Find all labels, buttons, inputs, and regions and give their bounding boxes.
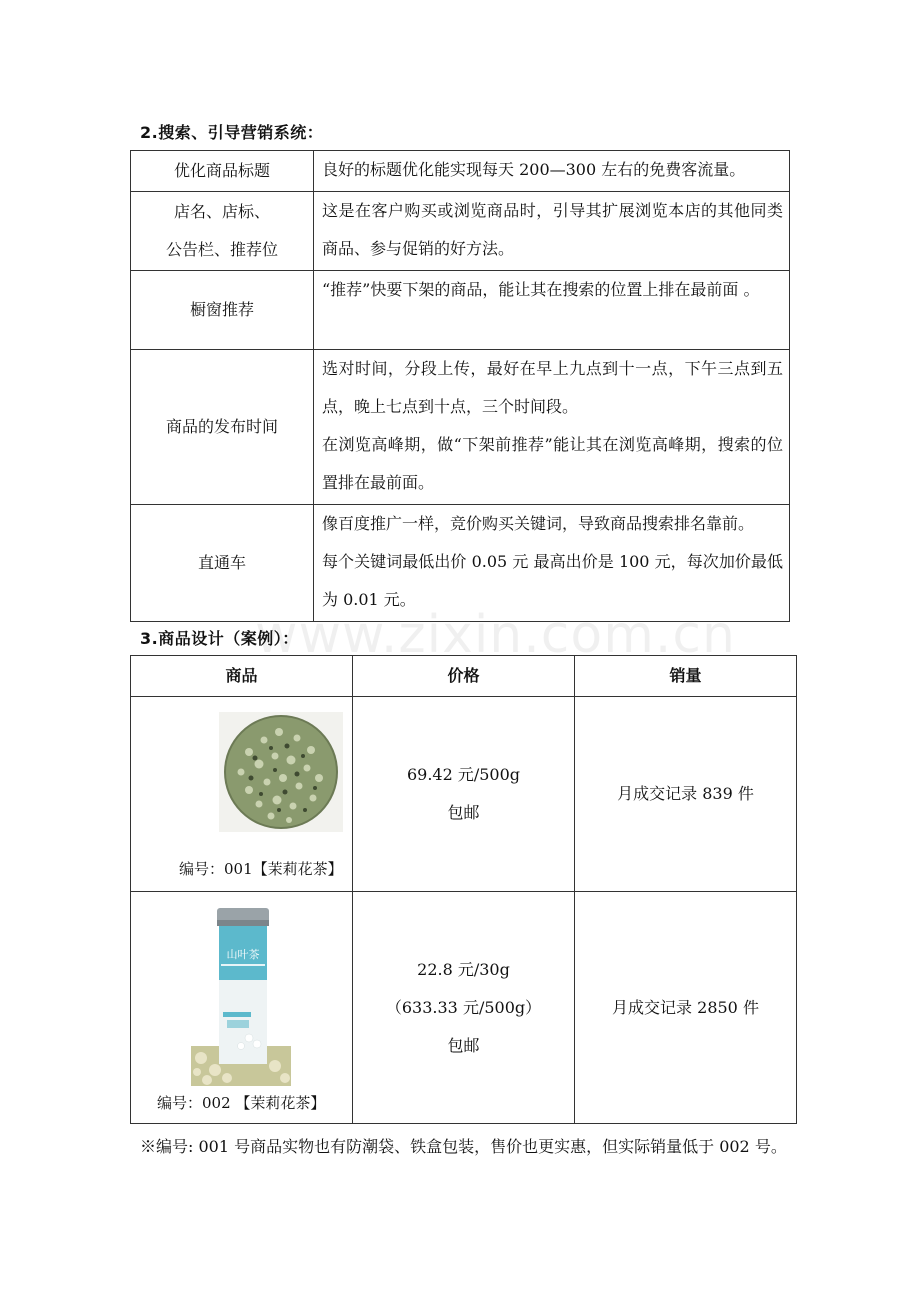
price-cell (353, 892, 575, 1124)
row-key: 商品的发布时间 (131, 350, 314, 505)
row-value (314, 350, 790, 505)
loose-leaf-tea-image (219, 712, 343, 832)
row-key: 橱窗推荐 (131, 271, 314, 350)
price-line: 22.8 元/30g (417, 959, 510, 979)
column-header-product: 商品 (131, 656, 353, 697)
row-key: 直通车 (131, 505, 314, 622)
shipping-line: 包邮 (447, 803, 480, 822)
unit-price-line: （633.33 元/500g） (385, 997, 542, 1017)
row-key: 优化商品标题 (131, 151, 314, 192)
row-key (131, 192, 314, 271)
row-value: “推荐”快要下架的商品，能让其在搜索的位置上排在最前面 。 (314, 271, 790, 350)
table-row (131, 271, 790, 350)
row-key-line: 店名、店标、 (173, 202, 270, 221)
section3-heading: 3.商品设计（案例）： (140, 629, 299, 648)
sales-cell: 月成交记录 839 件 (575, 697, 797, 892)
product-design-table (130, 655, 797, 1124)
product-caption: 编号：001【茉莉花茶】 (179, 860, 343, 878)
table-row (131, 505, 790, 622)
product-cell (131, 697, 353, 892)
product-caption: 编号：002 【茉莉花茶】 (157, 1094, 326, 1112)
sales-cell: 月成交记录 2850 件 (575, 892, 797, 1124)
footnote: ※编号: 001 号商品实物也有防潮袋、铁盒包装，售价也更实惠，但实际销量低于 002 号。 (140, 1137, 787, 1156)
row-value (314, 505, 790, 622)
price-cell (353, 697, 575, 892)
row-key-line: 公告栏、推荐位 (165, 240, 278, 259)
row-value: 这是在客户购买或浏览商品时，引导其扩展浏览本店的其他同类商品、参与促销的好方法。 (314, 192, 790, 271)
product-cell (131, 892, 353, 1124)
row-value: 良好的标题优化能实现每天 200—300 左右的免费客流量。 (314, 151, 790, 192)
watermark: www.zixin.com.cn (255, 605, 736, 665)
table-row (131, 892, 797, 1124)
table-row (131, 697, 797, 892)
table-header-row (131, 656, 797, 697)
table-row (131, 151, 790, 192)
shipping-line: 包邮 (447, 1035, 480, 1055)
marketing-system-table (130, 150, 790, 622)
row-value-paragraph: 选对时间，分段上传，最好在早上九点到十一点，下午三点到五点，晚上七点到十点，三个时间段。 (322, 359, 783, 416)
table-row (131, 350, 790, 505)
row-value-paragraph: 像百度推广一样，竞价购买关键词，导致商品搜索排名靠前。 (322, 514, 755, 533)
column-header-price: 价格 (353, 656, 575, 697)
tea-can-image (191, 906, 291, 1086)
section2-heading: 2.搜索、引导营销系统： (140, 123, 324, 142)
row-value-paragraph: 在浏览高峰期，做“下架前推荐”能让其在浏览高峰期，搜索的位置排在最前面。 (322, 435, 783, 492)
table-row (131, 192, 790, 271)
price-line: 69.42 元/500g (406, 765, 521, 784)
row-value-paragraph: 每个关键词最低出价 0.05 元 最高出价是 100 元，每次加价最低为 0.01 元。 (322, 552, 783, 609)
can-logo-text: 山叶茶 (226, 948, 260, 961)
column-header-sales: 销量 (575, 656, 797, 697)
